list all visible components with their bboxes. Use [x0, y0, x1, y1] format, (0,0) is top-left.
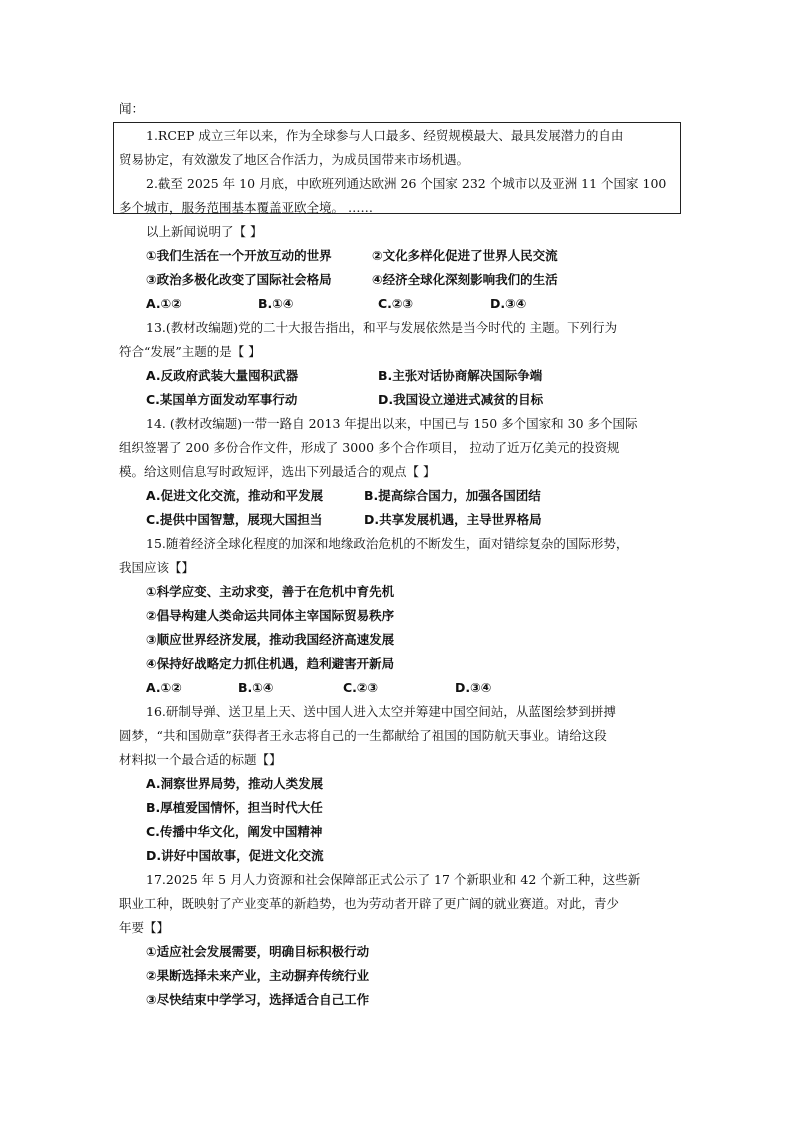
news-item-2-line-2: 多个城市，服务范围基本覆盖亚欧全境。 …… — [119, 200, 373, 215]
q17-stem-line-2: 职业工种，既映射了产业变革的新趋势，也为劳动者开辟了更广阔的就业赛道。对此，青少 — [119, 896, 620, 911]
q13-stem-line-1: 13.(教材改编题)党的二十大报告指出，和平与发展依然是当今时代的 主题。下列行为 — [146, 320, 618, 335]
q13-option-b: B.主张对话协商解决国际争端 — [378, 368, 543, 383]
news-item-2-line-1: 2.截至 2025 年 10 月底，中欧班列通达欧洲 26 个国家 232 个城市以及亚洲 11 个国家 100 — [146, 176, 667, 191]
q17-statement-3: ③尽快结束中学学习，选择适合自己工作 — [146, 992, 370, 1007]
q16-option-d: D.讲好中国故事，促进文化交流 — [146, 848, 324, 863]
q17-stem-line-1: 17.2025 年 5 月人力资源和社会保障部正式公示了 17 个新职业和 42 个新工种，这些新 — [146, 872, 641, 887]
q12-stem: 以上新闻说明了【 】 — [146, 224, 263, 239]
q14-stem-line-2: 组织签署了 200 多份合作文件，形成了 3000 多个合作项目， 拉动了近万亿美元的投资规 — [119, 440, 620, 455]
q16-stem-line-1: 16.研制导弹、送卫星上天、送中国人进入太空并筹建中国空间站，从蓝图绘梦到拼搏 — [146, 704, 616, 719]
news-item-1-line-2: 贸易协定，有效激发了地区合作活力，为成员国带来市场机遇。 — [119, 152, 470, 167]
q14-option-b: B.提高综合国力，加强各国团结 — [364, 488, 541, 503]
q16-option-c: C.传播中华文化，阐发中国精神 — [146, 824, 323, 839]
q15-statement-1: ①科学应变、主动求变，善于在危机中育先机 — [146, 584, 395, 599]
q15-option-a: A.①② — [146, 680, 182, 695]
q12-option-c: C.②③ — [378, 296, 414, 311]
q15-statement-2: ②倡导构建人类命运共同体主宰国际贸易秩序 — [146, 608, 395, 623]
q15-stem-line-2: 我国应该【】 — [119, 560, 195, 575]
q14-option-d: D.共享发展机遇，主导世界格局 — [364, 512, 542, 527]
q15-option-b: B.①④ — [238, 680, 274, 695]
q12-option-b: B.①④ — [258, 296, 294, 311]
q12-option-d: D.③④ — [490, 296, 527, 311]
q13-stem-line-2: 符合“发展”主题的是【 】 — [119, 344, 261, 359]
q15-statement-3: ③顺应世界经济发展，推动我国经济高速发展 — [146, 632, 395, 647]
q12-statement-4: ④经济全球化深刻影响我们的生活 — [372, 272, 558, 287]
q12-option-a: A.①② — [146, 296, 182, 311]
q14-option-a: A.促进文化交流，推动和平发展 — [146, 488, 324, 503]
q13-option-d: D.我国设立递进式减贫的目标 — [378, 392, 544, 407]
q12-statement-1: ①我们生活在一个开放互动的世界 — [146, 248, 332, 263]
q15-option-d: D.③④ — [455, 680, 492, 695]
q15-stem-line-1: 15.随着经济全球化程度的加深和地缘政治危机的不断发生，面对错综复杂的国际形势， — [146, 536, 629, 551]
q12-statement-2: ②文化多样化促进了世界人民交流 — [372, 248, 558, 263]
q16-option-b: B.厚植爱国情怀，担当时代大任 — [146, 800, 323, 815]
q12-statement-3: ③政治多极化改变了国际社会格局 — [146, 272, 332, 287]
news-item-1-line-1: 1.RCEP 成立三年以来，作为全球参与人口最多、经贸规模最大、最具发展潜力的自由 — [146, 128, 624, 143]
q14-stem-line-1: 14. (教材改编题)一带一路自 2013 年提出以来，中国已与 150 多个国家和 30 多个国际 — [146, 416, 638, 431]
q14-option-c: C.提供中国智慧，展现大国担当 — [146, 512, 323, 527]
q16-option-a: A.洞察世界局势，推动人类发展 — [146, 776, 324, 791]
q17-statement-1: ①适应社会发展需要，明确目标积极行动 — [146, 944, 370, 959]
q14-stem-line-3: 模。给这则信息写时政短评，选出下列最适合的观点【 】 — [119, 464, 436, 479]
q15-option-c: C.②③ — [343, 680, 379, 695]
q13-option-a: A.反政府武装大量囤积武器 — [146, 368, 299, 383]
intro-text: 闻： — [119, 101, 145, 116]
q17-stem-line-3: 年要【】 — [119, 920, 170, 935]
q16-stem-line-2: 圆梦，“共和国勋章”获得者王永志将自己的一生都献给了祖国的国防航天事业。请给这段 — [119, 728, 607, 743]
q15-statement-4: ④保持好战略定力抓住机遇，趋利避害开新局 — [146, 656, 395, 671]
q17-statement-2: ②果断选择未来产业，主动摒弃传统行业 — [146, 968, 370, 983]
q16-stem-line-3: 材料拟一个最合适的标题【】 — [119, 752, 282, 767]
q13-option-c: C.某国单方面发动军事行动 — [146, 392, 298, 407]
